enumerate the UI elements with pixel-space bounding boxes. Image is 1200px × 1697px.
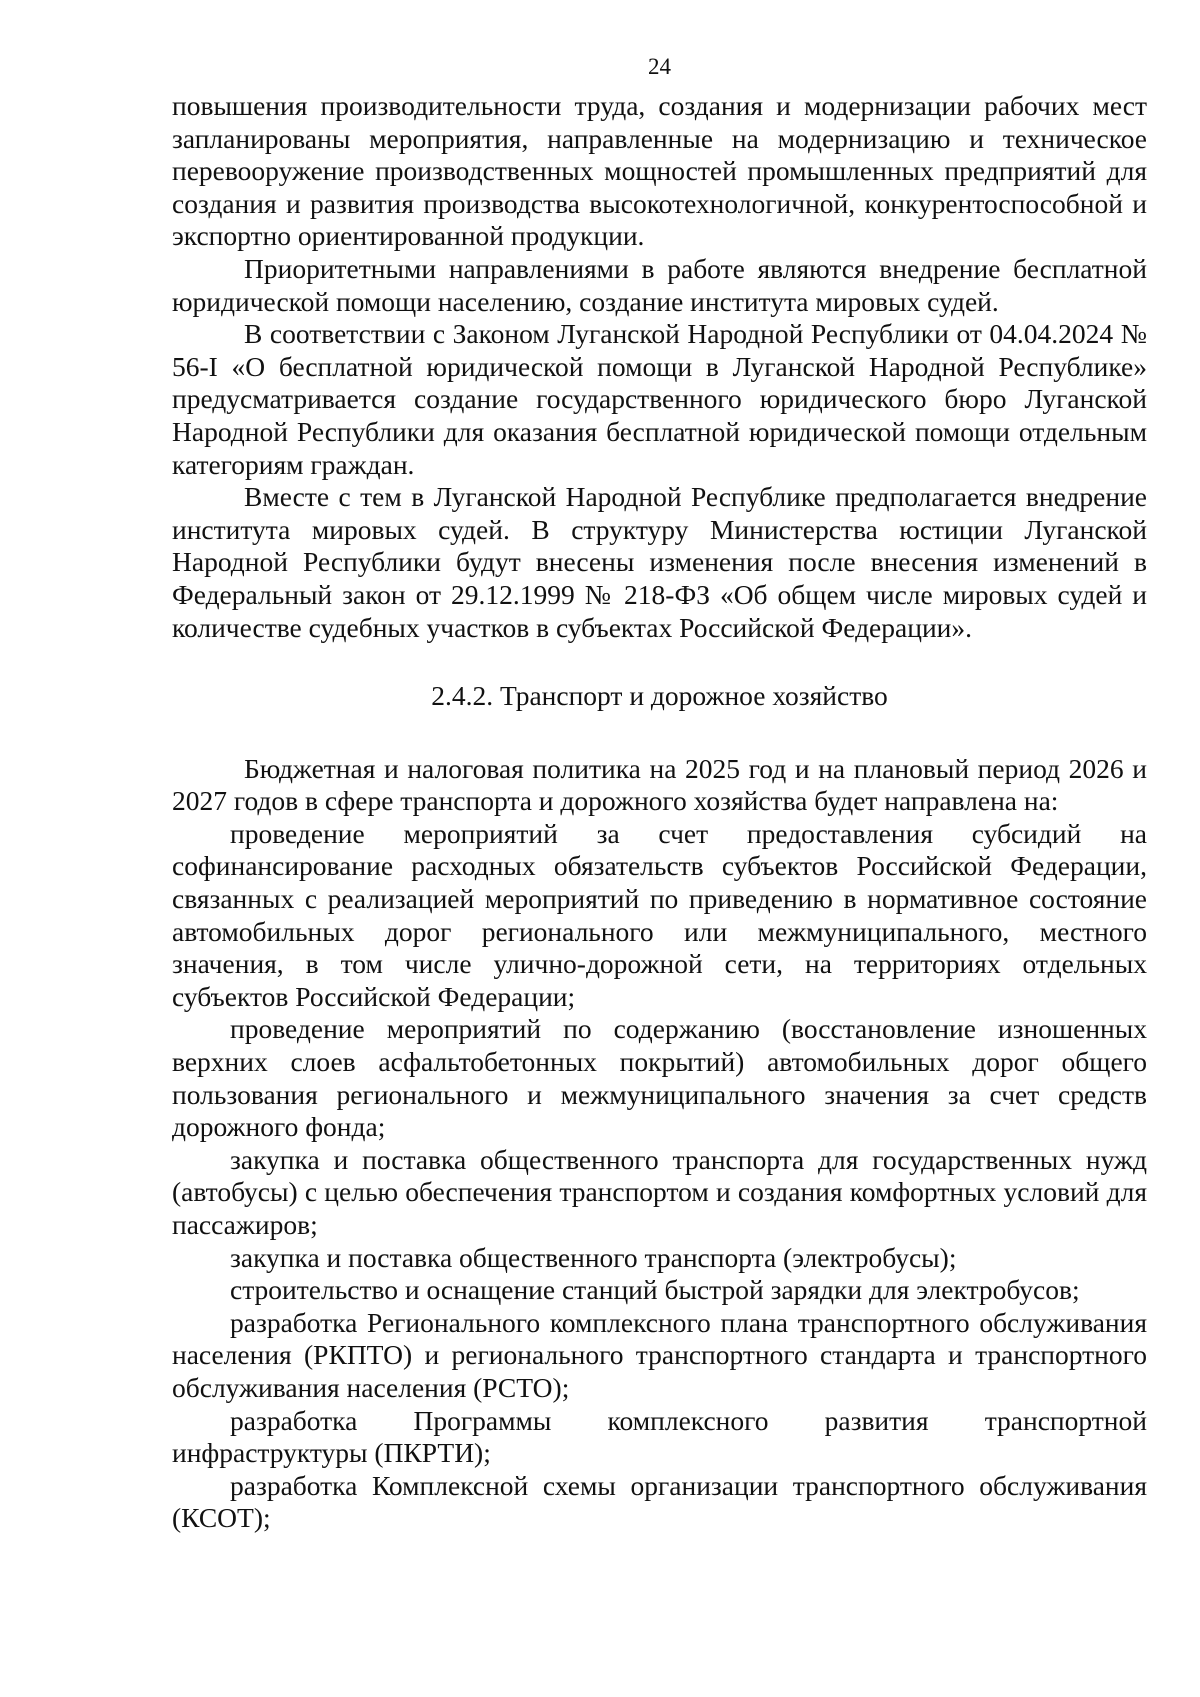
paragraph-magistrates: Вместе с тем в Луганской Народной Республике предполагается внедрение института мировых судей. В структуру Министерства юстиции Луганской Народной Республики будут внесены изменения после внесения изменений в Федеральный закон от 29.12.1999 № 218-ФЗ «Об общем числе мировых судей и количестве судебных участков в субъектах Российской Федерации». [172,481,1147,643]
list-item: разработка Программы комплексного развития транспортной инфраструктуры (ПКРТИ); [172,1404,1147,1469]
paragraph-law-reference: В соответствии с Законом Луганской Народной Республики от 04.04.2024 № 56-I «О бесплатной юридической помощи в Луганской Народной Республике» предусматривается создание государственного юридического бюро Луганской Народной Республики для оказания бесплатной юридической помощи отдельным категориям граждан. [172,318,1147,480]
paragraph-priorities: Приоритетными направлениями в работе являются внедрение бесплатной юридической помощи населению, создание института мировых судей. [172,252,1147,317]
paragraph-intro: Бюджетная и налоговая политика на 2025 год и на плановый период 2026 и 2027 годов в сфере транспорта и дорожного хозяйства будет направлена на: [172,752,1147,817]
list-item: разработка Комплексной схемы организации транспортного обслуживания (КСОТ); [172,1469,1147,1534]
list-item: проведение мероприятий за счет предоставления субсидий на софинансирование расходных обязательств субъектов Российской Федерации, связанных с реализацией мероприятий по приведению в нормативное состояние автомобильных дорог регионального или межмуниципального, местного значения, в том числе улично-дорожной сети, на территориях отдельных субъектов Российской Федерации; [172,817,1147,1012]
list-item: проведение мероприятий по содержанию (восстановление изношенных верхних слоев асфальтобетонных покрытий) автомобильных дорог общего пользования регионального и межмуниципального значения за счет средств дорожного фонда; [172,1013,1147,1143]
paragraph-continuation: повышения производительности труда, создания и модернизации рабочих мест запланированы мероприятия, направленные на модернизацию и техническое перевооружение производственных мощностей промышленных предприятий для создания и развития производства высокотехнологичной, конкурентоспособной и экспортно ориентированной продукции. [172,90,1147,252]
list-item: закупка и поставка общественного транспорта для государственных нужд (автобусы) с целью обеспечения транспортом и создания комфортных условий для пассажиров; [172,1143,1147,1240]
list-item: закупка и поставка общественного транспорта (электробусы); [230,1241,957,1273]
list-item: строительство и оснащение станций быстрой зарядки для электробусов; [230,1274,1080,1306]
page-number: 24 [648,54,671,79]
document-page [172,52,1147,1535]
section-heading: 2.4.2. Транспорт и дорожное хозяйство [431,680,888,712]
list-item: разработка Регионального комплексного плана транспортного обслуживания населения (РКПТО) и регионального транспортного стандарта и транспортного обслуживания населения (РСТО); [172,1306,1147,1403]
